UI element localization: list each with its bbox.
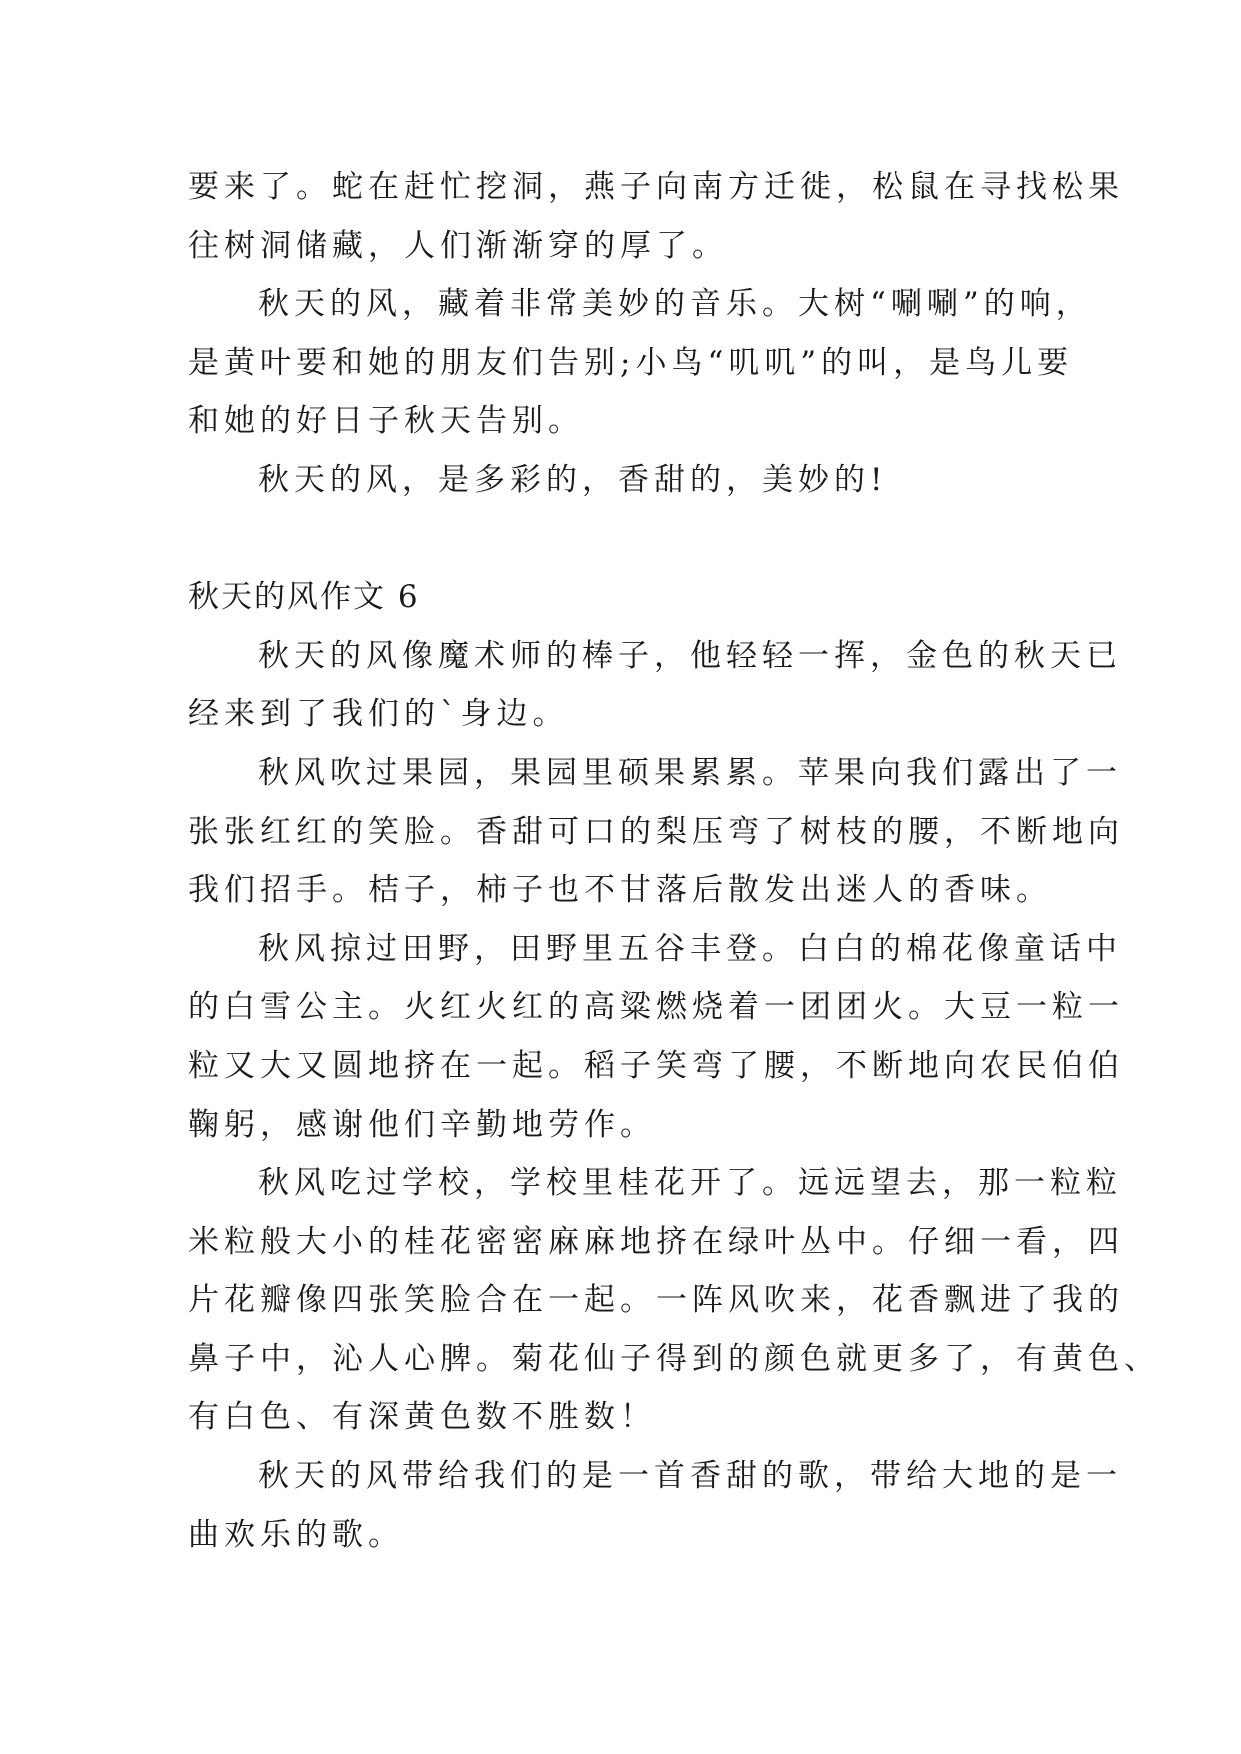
text-line: 要来了。蛇在赶忙挖洞，燕子向南方迁徙，松鼠在寻找松果 <box>188 169 1124 205</box>
text-line: 张张红红的笑脸。香甜可口的梨压弯了树枝的腰，不断地向 <box>188 813 1124 850</box>
section-gap <box>188 510 1068 569</box>
text-line: 曲欢乐的歌。 <box>188 1516 404 1553</box>
text-line: 的白雪公主。火红火红的高粱燃烧着一团团火。大豆一粒一 <box>188 989 1124 1026</box>
text-line: 经来到了我们的`身边。 <box>188 696 569 733</box>
text-line: 片花瓣像四张笑脸合在一起。一阵风吹来，花香飘进了我的 <box>188 1282 1124 1319</box>
paragraph-start-line: 秋风吹过果园，果园里硕果累累。苹果向我们露出了一 <box>258 754 1122 791</box>
text-line: 和她的好日子秋天告别。 <box>188 403 584 440</box>
text-line: 粒又大又圆地挤在一起。稻子笑弯了腰，不断地向农民伯伯 <box>188 1047 1124 1084</box>
text-line: 鼻子中，沁人心脾。菊花仙子得到的颜色就更多了，有黄色、 <box>188 1340 1160 1377</box>
text-line: 往树洞储藏，人们渐渐穿的厚了。 <box>188 227 728 264</box>
text-line: 米粒般大小的桂花密密麻麻地挤在绿叶丛中。仔细一看，四 <box>188 1223 1124 1260</box>
text-line: 我们招手。桔子，柿子也不甘落后散发出迷人的香味。 <box>188 872 1052 909</box>
text-line: 鞠躬，感谢他们辛勤地劳作。 <box>188 1106 656 1143</box>
paragraph-start-line: 秋风掠过田野，田野里五谷丰登。白白的棉花像童话中 <box>258 930 1122 967</box>
section-heading: 秋天的风作文 6 <box>188 579 420 616</box>
paragraph-start-line: 秋天的风像魔术师的棒子，他轻轻一挥，金色的秋天已 <box>258 637 1122 674</box>
paragraph-start-line: 秋天的风带给我们的是一首香甜的歌，带给大地的是一 <box>258 1458 1122 1495</box>
paragraph-start-line: 秋风吃过学校，学校里桂花开了。远远望去，那一粒粒 <box>258 1165 1122 1202</box>
paragraph-start-line: 秋天的风，藏着非常美妙的音乐。大树“唰唰”的响， <box>258 286 1092 323</box>
text-line: 是黄叶要和她的朋友们告别;小鸟“叽叽”的叫，是鸟儿要 <box>188 344 1074 381</box>
paragraph-start-line: 秋天的风，是多彩的，香甜的，美妙的! <box>258 461 888 498</box>
text-line: 有白色、有深黄色数不胜数！ <box>188 1399 656 1436</box>
document-body <box>188 158 1160 1564</box>
